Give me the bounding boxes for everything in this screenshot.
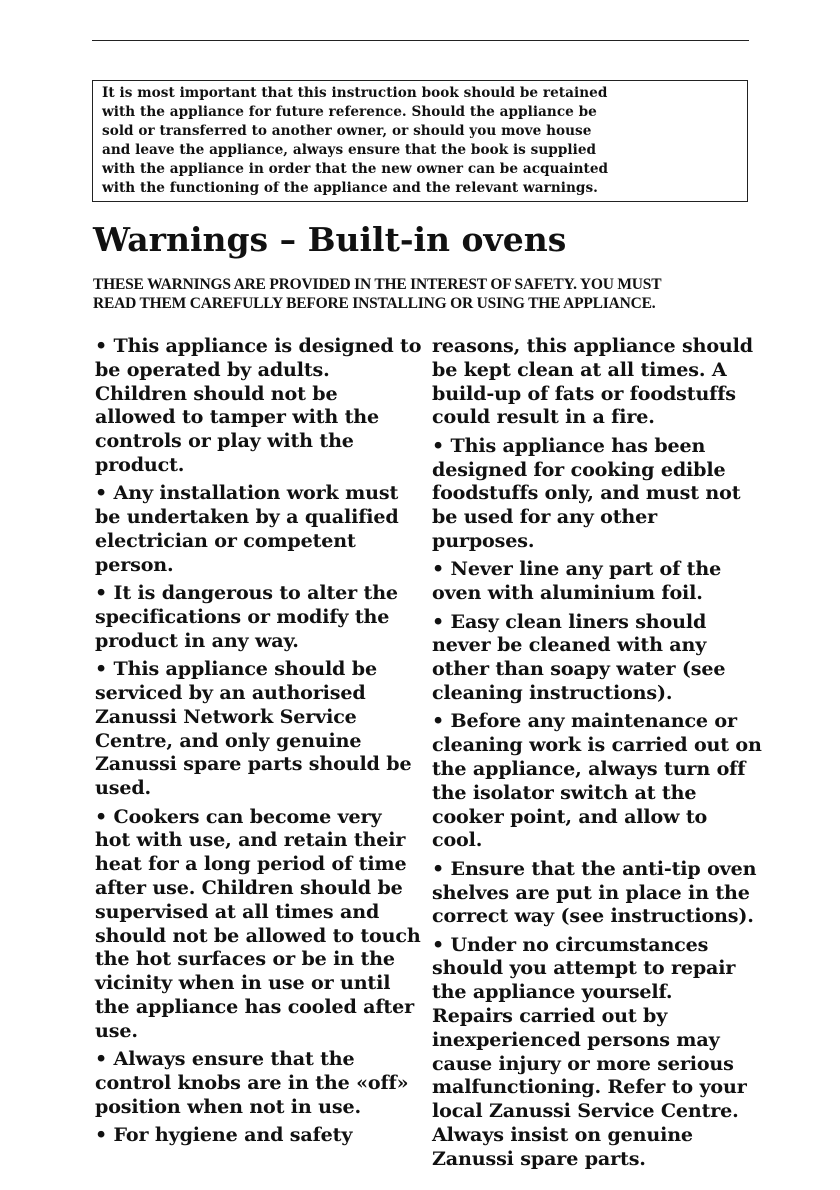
warning-line: • Cookers can become very: [95, 804, 382, 828]
top-rule: [92, 40, 749, 41]
warning-line: be kept clean at all times. A: [432, 357, 727, 381]
warning-line: cooker point, and allow to: [432, 804, 708, 828]
warning-line: Zanussi spare parts should be: [95, 752, 412, 776]
warning-line: Children should not be: [95, 381, 338, 405]
warning-line: • Always ensure that the: [95, 1047, 355, 1071]
warning-line: Always insist on genuine: [432, 1123, 693, 1147]
warning-line: heat for a long period of time: [95, 852, 407, 876]
warning-line: Zanussi Network Service: [95, 704, 357, 728]
warning-paragraph: [95, 657, 420, 800]
warning-line: electrician or competent: [95, 528, 356, 552]
warning-paragraph: [95, 481, 420, 576]
safety-intro: [93, 275, 661, 313]
warning-line: hot with use, and retain their: [95, 828, 406, 852]
warning-paragraph: [432, 334, 757, 429]
warning-line: designed for cooking edible: [432, 457, 726, 481]
warning-line: Centre, and only genuine: [95, 728, 362, 752]
warning-line: • Any installation work must: [95, 481, 399, 505]
warning-line: after use. Children should be: [95, 875, 403, 899]
warning-line: shelves are put in place in the: [432, 880, 750, 904]
warning-paragraph: [95, 1123, 420, 1147]
warning-line: • Never line any part of the: [432, 557, 722, 581]
warning-line: cleaning instructions).: [432, 680, 673, 704]
warning-paragraph: [432, 557, 757, 605]
warning-line: • For hygiene and safety: [95, 1123, 353, 1147]
warning-paragraph: [432, 933, 757, 1171]
notice-line: and leave the appliance, always ensure that the book is supplied: [102, 141, 597, 158]
notice-line: with the appliance for future reference. Should the appliance be: [102, 103, 597, 120]
warning-line: correct way (see instructions).: [432, 904, 754, 928]
warning-line: Repairs carried out by: [432, 1004, 668, 1028]
warning-line: specifications or modify the: [95, 604, 390, 628]
warning-line: cause injury or more serious: [432, 1051, 734, 1075]
warning-line: the appliance yourself.: [432, 980, 673, 1004]
warning-line: allowed to tamper with the: [95, 405, 379, 429]
safety-intro-line: READ THEM CAREFULLY BEFORE INSTALLING OR USING THE APPLIANCE.: [93, 295, 656, 312]
safety-intro-line: THESE WARNINGS ARE PROVIDED IN THE INTEREST OF SAFETY. YOU MUST: [93, 276, 662, 293]
warning-line: • Before any maintenance or: [432, 709, 737, 733]
warning-line: serviced by an authorised: [95, 680, 366, 704]
warning-line: should you attempt to repair: [432, 956, 736, 980]
warning-line: • Under no circumstances: [432, 932, 709, 956]
warning-line: foodstuffs only, and must not: [432, 481, 741, 505]
warning-paragraph: [432, 610, 757, 705]
warning-line: • Easy clean liners should: [432, 609, 707, 633]
warning-line: the isolator switch at the: [432, 780, 697, 804]
warning-paragraph: [95, 581, 420, 652]
warning-line: never be cleaned with any: [432, 633, 707, 657]
warning-line: other than soapy water (see: [432, 657, 726, 681]
warning-line: be used for any other: [432, 505, 658, 529]
warning-paragraph: [95, 1047, 420, 1118]
warning-line: purposes.: [432, 528, 535, 552]
warning-line: oven with aluminium foil.: [432, 581, 703, 605]
warning-line: be operated by adults.: [95, 357, 330, 381]
warning-line: should not be allowed to touch: [95, 923, 421, 947]
retain-instructions-notice: [92, 80, 748, 202]
notice-line: with the appliance in order that the new owner can be acquainted: [102, 160, 609, 177]
warning-line: use.: [95, 1018, 138, 1042]
warning-line: be undertaken by a qualified: [95, 505, 399, 529]
warning-line: the appliance has cooled after: [95, 994, 415, 1018]
warnings-left-column: [95, 334, 420, 1151]
warnings-right-column: [432, 334, 762, 1175]
warning-line: Zanussi spare parts.: [432, 1146, 646, 1170]
warning-line: control knobs are in the «off»: [95, 1070, 409, 1094]
warning-line: could result in a fire.: [432, 405, 655, 429]
warning-line: • This appliance should be: [95, 657, 377, 681]
warning-line: reasons, this appliance should: [432, 334, 753, 357]
page-title: Warnings – Built-in ovens: [93, 220, 567, 259]
warning-line: controls or play with the: [95, 429, 354, 453]
warning-line: vicinity when in use or until: [95, 971, 391, 995]
warning-paragraph: [432, 857, 757, 928]
warning-paragraph: [95, 805, 420, 1043]
warning-line: build-up of fats or foodstuffs: [432, 381, 736, 405]
warning-line: • This appliance is designed to: [95, 334, 422, 357]
warning-line: product in any way.: [95, 628, 299, 652]
warning-line: position when not in use.: [95, 1094, 361, 1118]
warning-line: the appliance, always turn off: [432, 756, 746, 780]
warning-line: • This appliance has been: [432, 433, 706, 457]
warning-line: malfunctioning. Refer to your: [432, 1075, 747, 1099]
warning-paragraph: [95, 334, 420, 477]
warning-line: local Zanussi Service Centre.: [432, 1099, 739, 1123]
warning-line: used.: [95, 776, 152, 800]
warning-line: person.: [95, 552, 174, 576]
notice-line: with the functioning of the appliance and the relevant warnings.: [102, 179, 598, 196]
warning-line: product.: [95, 452, 185, 476]
warning-line: cool.: [432, 828, 483, 852]
warning-paragraph: [432, 709, 762, 852]
warning-line: supervised at all times and: [95, 899, 380, 923]
warning-line: cleaning work is carried out on: [432, 733, 762, 757]
warning-line: inexperienced persons may: [432, 1027, 720, 1051]
warning-paragraph: [432, 434, 757, 553]
warning-line: • Ensure that the anti-tip oven: [432, 856, 757, 880]
warning-line: • It is dangerous to alter the: [95, 581, 398, 605]
notice-line: It is most important that this instruction book should be retained: [102, 85, 608, 101]
notice-line: sold or transferred to another owner, or should you move house: [102, 122, 592, 139]
warning-line: the hot surfaces or be in the: [95, 947, 395, 971]
